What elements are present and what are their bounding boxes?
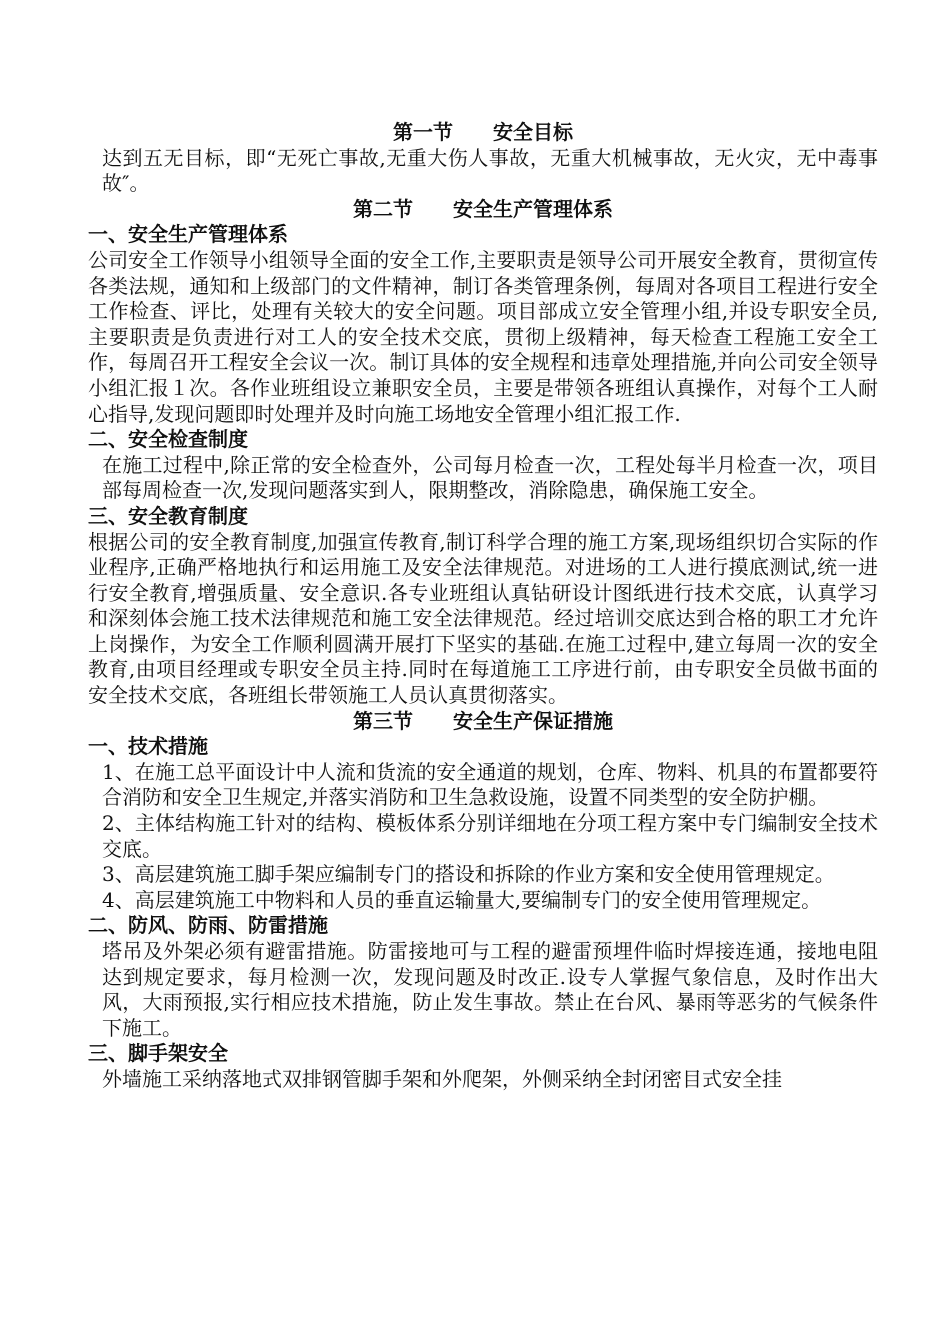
paragraph-education-system: 根据公司的安全教育制度,加强宣传教育,制订科学合理的施工方案,现场组织切合实际的作业程序,正确严格地执行和运用施工及安全法律规范。对进场的工人进行摸底测试,统一进行安全教育,增强质量、安全意识.各专业班组认真钻研设计图纸进行技术交底，认真学习和深刻体会施工技术法律规范和施工安全法律规范。经过培训交底达到合格的职工才允许上岗操作，为安全工作顺利圆满开展打下坚实的基础.在施工过程中,建立每周一次的安全教育,由项目经理或专职安全员主持.同时在每道施工工序进行前，由专职安全员做书面的安全技术交底，各班组长带领施工人员认真贯彻落实。 [88, 529, 878, 708]
section-1-text: 达到五无目标，即“无死亡事故,无重大伤人事故，无重大机械事故，无火灾，无中毒事故″。 [102, 145, 878, 196]
list-item: 2、主体结构施工针对的结构、模板体系分别详细地在分项工程方案中专门编制安全技术交底。 [102, 811, 878, 861]
paragraph-management-system: 公司安全工作领导小组领导全面的安全工作,主要职责是领导公司开展安全教育，贯彻宣传各类法规，通知和上级部门的文件精神，制订各类管理条例，每周对各项目工程进行安全工作检查、评比，处理有关较大的安全问题。项目部成立安全管理小组,并设专职安全员,主要职责是负责进行对工人的安全技术交底，贯彻上级精神，每天检查工程施工安全工作，每周召开工程安全会议一次。制订具体的安全规程和违章处理措施,并向公司安全领导小组汇报１次。各作业班组设立兼职安全员，主要是带领各班组认真操作，对每个工人耐心指导,发现问题即时处理并及时向施工场地安全管理小组汇报工作. [88, 247, 878, 426]
heading-weather-measures: 二、防风、防雨、防雷措施 [88, 913, 328, 938]
section-3-title: 第三节 安全生产保证措施 [353, 708, 613, 733]
section-1-title: 第一节 安全目标 [393, 120, 573, 144]
heading-inspection-system: 二、安全检查制度 [88, 427, 248, 452]
document-page [88, 120, 878, 1093]
paragraph-weather-measures: 塔吊及外架必须有避雷措施。防雷接地可与工程的避雷预埋件临时焊接连通，接地电阻达到规定要求，每月检测一次，发现问题及时改正.设专人掌握气象信息，及时作出大风，大雨预报,实行相应技术措施，防止发生事故。禁止在台风、暴雨等恶劣的气候条件下施工。 [102, 939, 878, 1040]
list-item: 3、高层建筑施工脚手架应编制专门的搭设和拆除的作业方案和安全使用管理规定。 [102, 862, 835, 887]
paragraph-scaffold-safety: 外墙施工采纳落地式双排钢管脚手架和外爬架，外侧采纳全封闭密目式安全挂 [102, 1066, 782, 1091]
section-2-title: 第二节 安全生产管理体系 [353, 196, 613, 221]
heading-management-system: 一、安全生产管理体系 [88, 222, 288, 247]
list-item: 4、高层建筑施工中物料和人员的垂直运输量大,要编制专门的安全使用管理规定。 [102, 887, 822, 912]
list-item: 1、在施工总平面设计中人流和货流的安全通道的规划，仓库、物料、机具的布置都要符合消防和安全卫生规定,并落实消防和卫生急救设施，设置不同类型的安全防护棚。 [102, 759, 878, 810]
heading-scaffold-safety: 三、脚手架安全 [88, 1041, 228, 1066]
heading-technical-measures: 一、技术措施 [88, 734, 208, 759]
paragraph-inspection-system: 在施工过程中,除正常的安全检查外，公司每月检查一次，工程处每半月检查一次，项目部每周检查一次,发现问题落实到人，限期整改，消除隐患，确保施工安全。 [102, 452, 878, 503]
heading-education-system: 三、安全教育制度 [88, 503, 248, 528]
